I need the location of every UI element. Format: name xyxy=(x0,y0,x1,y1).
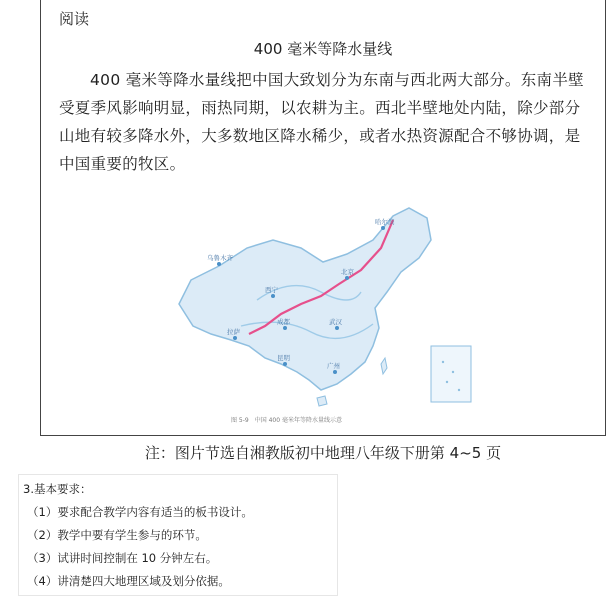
reading-paragraph: 400 毫米等降水量线把中国大致划分为东南与西北两大部分。东南半壁受夏季风影响明显，雨热同期，以农耕为主。西北半壁地处内陆，除少部分山地有较多降水外，大多数地区降水稀少，或者水热资源配合不够协调，是中国重要的牧区。 xyxy=(59,71,584,173)
requirements-box xyxy=(18,474,338,596)
south-china-sea-inset xyxy=(431,346,471,402)
city-label-xining: 西宁 xyxy=(265,286,278,294)
china-outline xyxy=(179,208,431,390)
china-map-figure xyxy=(161,196,481,428)
city-label-harbin: 哈尔滨 xyxy=(375,218,395,226)
city-label-beijing: 北京 xyxy=(341,268,354,276)
city-label-guangzhou: 广州 xyxy=(327,362,340,370)
city-label-lhasa: 拉萨 xyxy=(227,328,240,336)
source-note: 注：图片节选自湘教版初中地理八年级下册第 4~5 页 xyxy=(144,444,502,462)
city-label-kunming: 昆明 xyxy=(277,354,290,362)
reading-label: 阅读 xyxy=(59,10,90,28)
city-label-wuhan: 武汉 xyxy=(329,318,342,326)
city-label-chengdu: 成都 xyxy=(277,318,290,326)
requirements-title: 3.基本要求： xyxy=(23,482,92,496)
taiwan-outline xyxy=(381,358,387,374)
requirement-item: （2）教学中要有学生参与的环节。 xyxy=(27,528,207,542)
requirement-item: （3）试讲时间控制在 10 分钟左右。 xyxy=(27,551,218,565)
city-label-urumqi: 乌鲁木齐 xyxy=(207,254,233,262)
figure-caption: 图 5-9 中国 400 毫米年等降水量线示意 xyxy=(231,417,342,424)
requirement-item: （1）要求配合教学内容有适当的板书设计。 xyxy=(27,505,253,519)
hainan-outline xyxy=(317,396,327,406)
reading-frame xyxy=(40,0,606,436)
china-map-svg xyxy=(161,196,481,428)
document-title: 400 毫米等降水量线 xyxy=(253,40,393,58)
requirement-item: （4）讲清楚四大地理区域及划分依据。 xyxy=(27,574,230,588)
